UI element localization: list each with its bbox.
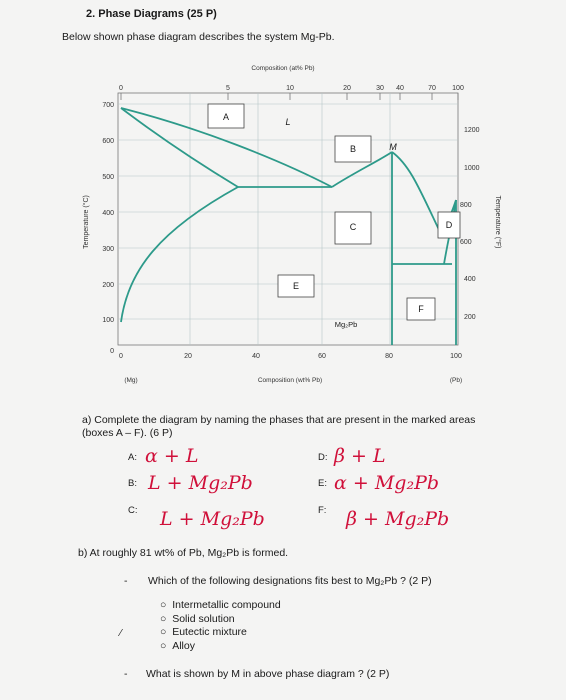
options-list [160,598,281,652]
svg-text:200: 200 [102,282,114,289]
svg-text:100: 100 [452,85,464,92]
svg-text:600: 600 [102,138,114,145]
part-b-prompt: b) At roughly 81 wt% of Pb, Mg₂Pb is formed. [78,547,289,559]
svg-text:70: 70 [428,85,436,92]
svg-text:100: 100 [102,317,114,324]
svg-text:400: 400 [102,210,114,217]
label-m: M [389,142,397,152]
svg-text:1200: 1200 [464,127,480,134]
bottom-end-left: (Mg) [124,377,138,384]
option-intermetallic[interactable]: ○ Intermetallic compound [160,599,281,611]
left-axis-title: Temperature (°C) [83,195,90,249]
right-axis-title: Temperature (°F) [494,195,501,249]
option-alloy[interactable]: ○ Alloy [160,639,195,652]
svg-text:40: 40 [252,353,260,360]
question-title: 2. Phase Diagrams (25 P) [86,8,217,20]
answer-d-key: D: [318,452,328,463]
label-compound: Mg₂Pb [334,320,358,329]
compound-liquidus-right [392,152,440,232]
right-axis-ticks [460,127,480,321]
svg-text:0: 0 [119,353,123,360]
label-l: L [285,117,291,127]
svg-text:0: 0 [110,348,114,355]
svg-text:5: 5 [226,85,230,92]
svg-text:60: 60 [318,353,326,360]
svg-text:700: 700 [102,102,114,109]
label-c: C [349,222,357,232]
svg-text:0: 0 [119,85,123,92]
label-b: B [349,144,357,154]
answer-a-value: α + L [145,445,199,467]
svg-text:800: 800 [460,202,472,209]
label-d: D [445,220,453,230]
svg-text:200: 200 [464,314,476,321]
label-f: F [418,304,424,314]
part-b-question-1: Which of the following designations fits best to Mg₂Pb ? (2 P) [148,575,432,587]
left-axis-ticks [102,102,114,355]
answer-b-value: L + Mg₂Pb [148,472,253,494]
answer-c-value: L + Mg₂Pb [160,508,265,530]
answer-c-key: C: [128,505,138,516]
answer-d-value: β + L [334,445,386,467]
svg-text:300: 300 [102,246,114,253]
bottom-axis-ticks [119,353,462,360]
svg-text:100: 100 [450,353,462,360]
phase-boundaries [121,108,456,345]
svg-text:10: 10 [286,85,294,92]
option-solid-solution[interactable]: ○ Solid solution [160,612,235,625]
svg-text:80: 80 [385,353,393,360]
answer-e-value: α + Mg₂Pb [334,472,440,494]
pen-mark: ⁄ [120,628,122,639]
question-intro: Below shown phase diagram describes the system Mg-Pb. [62,31,335,43]
alpha-solvus [121,187,238,322]
svg-text:500: 500 [102,174,114,181]
label-a: A [222,112,230,122]
part-a-prompt: a) Complete the diagram by naming the phases that are present in the marked areas (boxes A – F). (6 P) [82,414,476,439]
answer-f-value: β + Mg₂Pb [346,508,450,530]
top-axis-ticks [119,85,464,92]
part-b-question-2: What is shown by M in above phase diagram ? (2 P) [146,668,390,680]
svg-text:40: 40 [396,85,404,92]
label-e: E [292,281,300,291]
svg-text:400: 400 [464,276,476,283]
svg-text:30: 30 [376,85,384,92]
answer-b-key: B: [128,478,137,489]
svg-text:600: 600 [460,239,472,246]
bottom-axis-title: Composition (wt% Pb) [257,377,323,384]
option-eutectic-mixture[interactable]: ○ Eutectic mixture [160,626,247,638]
bottom-end-right: (Pb) [449,377,463,384]
svg-text:1000: 1000 [464,165,480,172]
answer-a-key: A: [128,452,137,463]
svg-text:20: 20 [184,353,192,360]
top-axis-title: Composition (at% Pb) [251,65,315,72]
answer-f-key: F: [318,505,327,516]
svg-text:20: 20 [343,85,351,92]
answer-e-key: E: [318,478,327,489]
